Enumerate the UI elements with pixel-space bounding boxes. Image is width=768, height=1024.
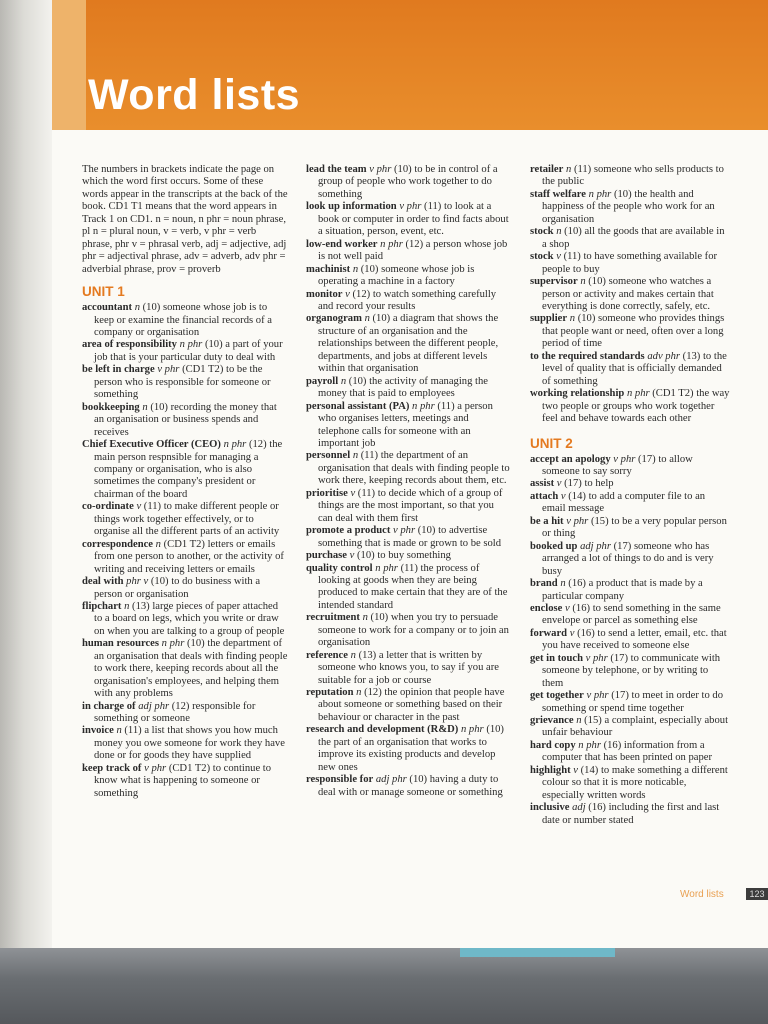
word-entry: [530, 388, 730, 425]
page-ref: (10): [613, 188, 632, 200]
part-of-speech: n: [362, 612, 368, 624]
page-ref: (10): [187, 638, 205, 650]
word-entry: [306, 164, 510, 201]
page-ref: (10): [150, 401, 168, 413]
part-of-speech: n phr: [179, 339, 203, 351]
entry-list-3: [530, 164, 730, 426]
word-entry: [82, 364, 288, 401]
page-ref: (17): [638, 453, 656, 465]
part-of-speech: v: [573, 764, 578, 776]
definition: recording the money that an organisation or business spends and receives: [94, 401, 277, 438]
part-of-speech: n: [565, 164, 572, 175]
headword: bookkeeping: [82, 401, 140, 413]
headword: supplier: [530, 313, 568, 325]
part-of-speech: v: [569, 627, 575, 639]
column-3: [530, 164, 730, 827]
part-of-speech: n: [155, 538, 161, 550]
headword: Chief Executive Officer (CEO): [82, 439, 221, 451]
definition: a person whose job is not well paid: [318, 238, 508, 263]
word-entry: [306, 724, 510, 774]
definition: the main person respnsible for managing a company or organisation, who is also sometimes the company's president or chairman of the board: [94, 439, 283, 500]
part-of-speech: v: [556, 478, 562, 490]
page-ref: (10): [409, 774, 428, 786]
definition: information from a computer that has been printed on paper: [542, 739, 713, 764]
page-ref: (11): [563, 251, 581, 263]
page-ref: (10): [394, 164, 412, 175]
headword: working relationship: [530, 388, 625, 400]
part-of-speech: n phr: [412, 400, 435, 412]
part-of-speech: n phr: [223, 439, 247, 451]
part-of-speech: v: [136, 501, 142, 513]
headword: booked up: [530, 540, 578, 552]
headword: quality control: [306, 562, 373, 574]
definition: responsible for something or someone: [94, 700, 256, 725]
word-entry: [530, 313, 730, 350]
part-of-speech: phr v: [126, 576, 149, 588]
word-entry: [306, 650, 510, 687]
page-ref: (11): [124, 725, 142, 737]
column-1: [82, 164, 288, 800]
part-of-speech: n: [364, 313, 370, 325]
word-entry: [530, 541, 730, 578]
word-entry: [82, 402, 288, 439]
headword: retailer: [530, 164, 564, 175]
page-ref: (10): [150, 576, 169, 588]
page-ref: (13): [358, 649, 377, 661]
definition: to watch something carefully and record your results: [318, 288, 497, 312]
word-entry: [306, 687, 510, 724]
headword: hard copy: [530, 739, 576, 751]
headword: be a hit: [530, 515, 564, 527]
headword: human resources: [82, 638, 160, 650]
definition: a diagram that shows the structure of an organisation and the relationships between the different people, departments, and jobs at different levels within that organisation: [318, 313, 499, 375]
page-ref: (10): [564, 226, 582, 238]
definition: to continue to know what is happening to someone or something: [94, 762, 272, 799]
page-ref: (16): [588, 802, 606, 814]
word-entry: [530, 226, 730, 251]
page-title: Word lists: [88, 71, 301, 119]
page-ref: (11): [360, 450, 379, 462]
word-entry: [530, 653, 730, 690]
definition: when you try to persuade someone to work for a company or to join an organisation: [318, 612, 509, 649]
definition: someone who sells products to the public: [542, 164, 724, 188]
part-of-speech: adj phr: [580, 540, 611, 552]
part-of-speech: adv phr: [647, 350, 681, 362]
headword: payroll: [306, 375, 339, 387]
headword: organogram: [306, 313, 362, 325]
word-entry: [82, 576, 288, 601]
headword: supervisor: [530, 276, 578, 288]
word-entry: [530, 454, 730, 479]
definition: to advertise something that is made or grown to be sold: [318, 525, 502, 549]
headword: purchase: [306, 550, 348, 562]
part-of-speech: n: [569, 313, 576, 325]
page-ref: (14): [568, 490, 586, 502]
headword: personnel: [306, 450, 351, 462]
headword: research and development (R&D): [306, 724, 459, 736]
headword: invoice: [82, 725, 114, 737]
headword: monitor: [306, 288, 343, 300]
part-of-speech: n: [340, 375, 347, 387]
intro-text: The numbers in brackets indicate the page on which the word first occurs. Some of these words appear in the transcripts at the back of the book. CD1 T1 means that the word appears in Track 1 on CD1. n = noun, n phr = noun phrase, pl n = plural noun, v = verb, v phr = verb phrase, phr v = phrasal verb, adj = adjective, adj phr = adjectival phrase, adv = adverb, adv phr = adverbial phrase, prov = proverb: [82, 164, 288, 275]
definition: to allow someone to say sorry: [542, 453, 693, 477]
page-ref: (11): [573, 164, 592, 175]
part-of-speech: adj phr: [138, 700, 170, 712]
headword: area of responsibility: [82, 339, 177, 351]
part-of-speech: n: [142, 401, 148, 413]
page-ref: (12): [248, 439, 267, 451]
part-of-speech: v phr: [566, 515, 589, 527]
page-ref: (11): [143, 501, 162, 513]
headword: accept an apology: [530, 453, 611, 465]
part-of-speech: n: [124, 600, 130, 612]
part-of-speech: v phr: [157, 364, 180, 376]
part-of-speech: n phr: [588, 188, 612, 200]
definition: a product that is made by a particular company: [542, 578, 703, 602]
word-entry: [306, 612, 510, 649]
part-of-speech: v: [556, 251, 561, 263]
page-ref: (16): [568, 578, 586, 590]
word-entry: [530, 740, 730, 765]
headword: recruitment: [306, 612, 360, 624]
headword: accountant: [82, 302, 133, 314]
page-ref: (10): [142, 302, 161, 314]
part-of-speech: n phr: [161, 638, 185, 650]
headword: personal assistant (PA): [306, 400, 410, 412]
part-of-speech: n: [560, 578, 566, 590]
definition: a list that shows you how much money you owe someone for work they have done or for goods they have supplied: [94, 725, 285, 762]
part-of-speech: n phr: [375, 562, 398, 574]
headword: forward: [530, 627, 568, 639]
headword: staff welfare: [530, 188, 586, 200]
headword: co-ordinate: [82, 501, 134, 513]
word-entry: [82, 701, 288, 726]
footer-label: Word lists: [680, 889, 724, 900]
page-ref: (11): [424, 201, 442, 213]
word-entry: [306, 450, 510, 487]
headword: get in touch: [530, 652, 583, 664]
word-entry: [530, 516, 730, 541]
definition: large pieces of paper attached to a board on legs, which you write or draw on when you are talking to a group of people: [94, 600, 285, 637]
definition: to meet in order to do something or spend time together: [542, 690, 724, 714]
headword: reference: [306, 649, 348, 661]
word-entry: [306, 525, 510, 550]
part-of-speech: v phr: [399, 201, 422, 213]
part-of-speech: n: [576, 715, 582, 727]
page-ref: (CD1 T2): [163, 538, 205, 550]
entry-list-1: [82, 302, 288, 800]
page-ref: (CD1 T2): [182, 364, 224, 376]
headword: attach: [530, 490, 559, 502]
headword: prioritise: [306, 487, 348, 499]
part-of-speech: n phr: [578, 739, 601, 751]
part-of-speech: v: [560, 490, 566, 502]
part-of-speech: v: [350, 487, 356, 499]
part-of-speech: v phr: [613, 453, 636, 465]
definition: the health and happiness of the people who work for an organisation: [542, 188, 715, 225]
headword: be left in charge: [82, 364, 155, 376]
headword: stock: [530, 251, 554, 263]
part-of-speech: n: [352, 450, 359, 462]
word-entry: [82, 763, 288, 800]
page-ref: (13): [132, 600, 150, 612]
definition: having a duty to deal with or manage someone or something: [318, 774, 503, 798]
word-entry: [530, 765, 730, 802]
page-ref: (10): [588, 276, 606, 288]
definition: to be a very popular person or thing: [542, 515, 727, 540]
definition: to help: [584, 478, 614, 490]
definition: to buy something: [377, 550, 451, 562]
word-entry: [306, 550, 510, 562]
headword: flipchart: [82, 600, 122, 612]
page-ref: (11): [357, 487, 376, 499]
headword: stock: [530, 226, 554, 238]
page-ref: (10): [357, 550, 375, 562]
definition: to be in control of a group of people who work together to do something: [318, 164, 498, 200]
word-entry: [530, 351, 730, 388]
definition: someone who watches a person or activity and makes certain that everything is done correctly, safely, etc.: [542, 276, 714, 312]
definition: to make different people or things work together effectively, or to organise all the different parts of an activity: [94, 501, 280, 538]
definition: to send something in the same envelope or parcel as something else: [542, 602, 721, 627]
page-ref: (17): [564, 478, 582, 490]
part-of-speech: v phr: [144, 762, 167, 774]
part-of-speech: v phr: [586, 690, 609, 702]
page-ref: (12): [405, 238, 424, 250]
page-ref: (10): [372, 313, 391, 325]
definition: a part of your job that is your particular duty to deal with: [94, 339, 283, 363]
headword: machinist: [306, 263, 351, 275]
word-entry: [530, 628, 730, 653]
word-entry: [82, 539, 288, 576]
definition: to the level of quality that is officially demanded of something: [542, 350, 727, 387]
part-of-speech: v phr: [393, 525, 416, 537]
page-ref: (16): [572, 602, 591, 614]
page-ref: (11): [400, 562, 418, 574]
page-ref: (16): [577, 627, 595, 639]
definition: the way two people or groups who work together feel and behave towards each other: [542, 388, 730, 425]
word-entry: [82, 725, 288, 762]
headword: in charge of: [82, 700, 136, 712]
page-ref: (10): [204, 339, 223, 351]
definition: a letter that is written by someone who knows you, to say if you are suitable for a job or course: [318, 649, 499, 686]
page-ref: (11): [437, 400, 455, 412]
part-of-speech: n: [350, 649, 356, 661]
page-ref: (10): [370, 612, 389, 624]
headword: keep track of: [82, 762, 142, 774]
definition: to communicate with someone by telephone, or by writing to them: [542, 652, 721, 689]
definition: someone whose job is to keep or examine the financial records of a company or organisation: [94, 302, 272, 338]
definition: to send a letter, email, etc. that you have received to someone else: [542, 627, 727, 652]
definition: to do business with a person or organisation: [94, 576, 261, 600]
word-entry: [530, 603, 730, 628]
word-entry: [306, 201, 510, 238]
part-of-speech: v: [345, 288, 350, 300]
page-ref: (17): [613, 540, 632, 552]
headword: low-end worker: [306, 238, 378, 250]
headword: promote a product: [306, 525, 391, 537]
part-of-speech: n phr: [460, 724, 484, 736]
definition: all the goods that are available in a shop: [542, 226, 725, 250]
headword: get together: [530, 690, 584, 702]
column-2: [306, 164, 510, 799]
headword: correspondence: [82, 538, 154, 550]
word-entry: [306, 488, 510, 525]
word-entry: [306, 401, 510, 451]
word-entry: [306, 313, 510, 375]
word-entry: [306, 289, 510, 314]
word-entry: [530, 478, 730, 490]
headword: reputation: [306, 687, 354, 699]
word-entry: [82, 638, 288, 700]
part-of-speech: adj: [572, 802, 586, 814]
entry-list-4: [530, 454, 730, 828]
part-of-speech: n: [356, 687, 362, 699]
headword: deal with: [82, 576, 124, 588]
part-of-speech: adj phr: [375, 774, 407, 786]
page-number: 123: [746, 888, 768, 900]
definition: to add a computer file to an email message: [542, 490, 706, 515]
word-entry: [306, 774, 510, 799]
entry-list-2: [306, 164, 510, 799]
headword: enclose: [530, 602, 563, 614]
definition: the department of an organisation that deals with finding people to work there, keeping records about all the organisation's employees, and helping them with any problems: [94, 638, 288, 700]
definition: the opinion that people have about someone or something based on their behaviour or character in the past: [318, 687, 505, 723]
headword: responsible for: [306, 774, 374, 786]
unit-heading-2: UNIT 2: [530, 435, 573, 451]
word-entry: [82, 439, 288, 501]
definition: letters or emails from one person to another, or the activity of writing and receiving letters or emails: [94, 538, 284, 575]
definition: a person who organises letters, meetings and telephone calls for someone with an important job: [318, 400, 493, 449]
page-ref: (10): [486, 724, 504, 736]
part-of-speech: n: [580, 276, 586, 288]
page-ref: (CD1 T2): [168, 762, 211, 774]
headword: grievance: [530, 715, 574, 727]
word-entry: [306, 563, 510, 613]
word-entry: [530, 690, 730, 715]
definition: including the first and last date or number stated: [542, 802, 720, 826]
word-entry: [306, 264, 510, 289]
page-ref: (CD1 T2): [652, 388, 694, 400]
page-ref: (13): [682, 350, 701, 362]
part-of-speech: n phr: [626, 388, 650, 400]
page-ref: (10): [577, 313, 596, 325]
page-ref: (15): [590, 515, 609, 527]
headword: lead the team: [306, 164, 367, 175]
word-entry: [82, 601, 288, 638]
part-of-speech: v: [349, 550, 355, 562]
page-ref: (10): [360, 263, 379, 275]
word-entry: [530, 164, 730, 189]
part-of-speech: v phr: [585, 652, 608, 664]
page-ref: (14): [580, 764, 599, 776]
part-of-speech: n: [352, 263, 359, 275]
headword: brand: [530, 578, 558, 590]
word-entry: [82, 302, 288, 339]
word-entry: [530, 189, 730, 226]
part-of-speech: v: [565, 602, 570, 614]
word-entry: [306, 239, 510, 264]
word-entry: [306, 376, 510, 401]
definition: someone who has arranged a lot of things to do and is very busy: [542, 540, 714, 577]
definition: the part of an organisation that works to improve its existing products and develop new ones: [318, 736, 496, 773]
page-ref: (17): [610, 652, 629, 664]
definition: to look at a book or computer in order to find facts about a situation, person, event, etc.: [318, 201, 509, 238]
headword: inclusive: [530, 802, 570, 814]
word-entry: [82, 501, 288, 538]
color-stripe: [460, 948, 615, 957]
definition: someone whose job is operating a machine in a factory: [318, 263, 475, 288]
part-of-speech: n phr: [380, 238, 403, 250]
definition: the department of an organisation that deals with finding people to work there, keeping records about them, etc.: [318, 450, 510, 487]
page-ref: (12): [364, 687, 382, 699]
definition: the activity of managing the money that is paid to employees: [318, 375, 488, 400]
page-ref: (10): [417, 525, 436, 537]
page-ref: (12): [171, 700, 190, 712]
word-entry: [530, 578, 730, 603]
page-ref: (17): [611, 690, 629, 702]
definition: a complaint, especially about unfair behaviour: [542, 715, 729, 739]
headword: assist: [530, 478, 555, 490]
headword: to the required standards: [530, 350, 645, 362]
unit-heading-1: UNIT 1: [82, 284, 125, 300]
word-entry: [82, 339, 288, 364]
headword: highlight: [530, 764, 571, 776]
word-entry: [530, 251, 730, 276]
word-entry: [530, 715, 730, 740]
part-of-speech: v phr: [369, 164, 392, 175]
definition: to be the person who is responsible for someone or something: [94, 364, 271, 401]
header-band-accent: [52, 0, 86, 130]
page-ref: (10): [348, 375, 367, 387]
word-entry: [530, 491, 730, 516]
page-ref: (15): [584, 715, 602, 727]
part-of-speech: n: [556, 226, 562, 238]
part-of-speech: n: [116, 725, 122, 737]
part-of-speech: n: [134, 302, 140, 314]
page-ref: (12): [352, 288, 371, 300]
scan-shadow: [0, 948, 768, 1024]
word-entry: [530, 802, 730, 827]
definition: someone who provides things that people want or need, often over a long period of time: [542, 313, 725, 350]
definition: to make something a different colour so that it is more noticable, especially written words: [542, 764, 728, 801]
definition: to decide which of a group of things are the most important, so that you can deal with them first: [318, 487, 503, 524]
headword: look up information: [306, 201, 397, 213]
page-binding-edge: [0, 0, 52, 948]
word-entry: [530, 276, 730, 313]
definition: to have something available for people to buy: [542, 251, 718, 275]
definition: the process of looking at goods when they are being produced to make certain that they are of the intended standard: [318, 562, 508, 611]
page-ref: (16): [603, 739, 622, 751]
